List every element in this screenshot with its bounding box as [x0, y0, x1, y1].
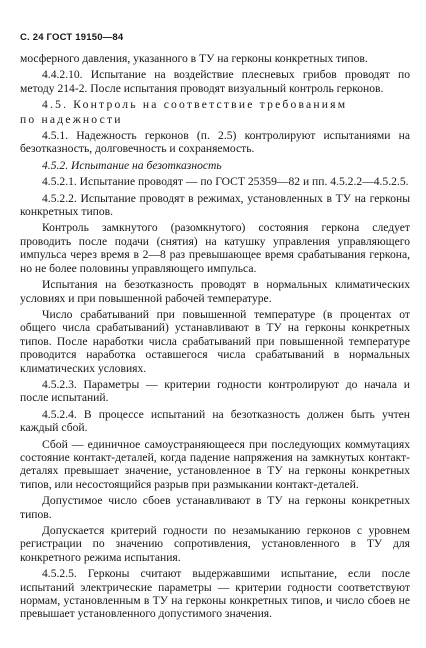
paragraph-4-5-1: 4.5.1. Надежность герконов (п. 2.5) контролируют испытаниями на безотказность, долговечность и сохраняемость.: [20, 129, 410, 156]
paragraph-control-state: Контроль замкнутого (разомкнутого) состояния геркона следует проводить после подачи (снятия) на катушку управления управляющего импульса через время в 2—8 раз превышающее время срабатывания геркона, но не более половины управляющего импульса.: [20, 221, 410, 275]
paragraph-allowed-failures: Допустимое число сбоев устанавливают в ТУ на герконы конкретных типов.: [20, 494, 410, 521]
paragraph-continuation: мосферного давления, указанного в ТУ на герконы конкретных типов.: [20, 52, 368, 65]
paragraph-failure-definition: Сбой — единичное самоустраняющееся при последующих коммутациях состояние контакт-деталей, когда падение напряжения на замкнутых контакт-деталях превышает значение, установленное в ТУ на герконы конкретных типов, или несостоящийся разрыв при размыкании контакт-деталей.: [20, 437, 410, 491]
section-heading-4-5-cont: по надежности: [20, 112, 123, 126]
paragraph-operation-count: Число срабатываний при повышенной температуре (в процентах от общего числа срабатываний) устанавливают в ТУ на герконы конкретных типов. После наработки числа срабатываний при повышенной температуре проводится наработка оставшегося числа срабатываний в нормальных климатических условиях.: [20, 307, 410, 375]
paragraph-4-5-2-4: 4.5.2.4. В процессе испытаний на безотказность должен быть учтен каждый сбой.: [20, 407, 410, 435]
paragraph-4-5-2-1: 4.5.2.1. Испытание проводят — по ГОСТ 25359—82 и пп. 4.5.2.2—4.5.2.5.: [42, 175, 409, 189]
paragraph-climate-conditions: Испытания на безотказность проводят в нормальных климатических условиях и при повышенной рабочей температуре.: [20, 278, 410, 305]
document-body: [20, 52, 410, 624]
paragraph-4-4-2-10: 4.4.2.10. Испытание на воздействие плесневых грибов проводят по методу 214-2. После испытания проводят визуальный контроль герконов.: [20, 68, 410, 95]
section-heading-4-5: 4.5. Контроль на соответствие требованиям: [42, 98, 348, 112]
paragraph-criterion: Допускается критерий годности по незамыканию герконов с уровнем регистрации по значению сопротивления, установленного в ТУ для конкретного режима испытания.: [20, 524, 410, 564]
page-header: С. 24 ГОСТ 19150—84: [20, 32, 124, 43]
paragraph-4-5-2-3: 4.5.2.3. Параметры — критерии годности контролируют до начала и после испытаний.: [20, 377, 410, 405]
subheading-4-5-2: 4.5.2. Испытание на безотказность: [42, 158, 222, 172]
paragraph-4-5-2-2: 4.5.2.2. Испытание проводят в режимах, установленных в ТУ на герконы конкретных типов.: [20, 191, 410, 219]
paragraph-4-5-2-5: 4.5.2.5. Герконы считают выдержавшими испытание, если после испытаний электрические параметры — критерии годности соответствуют нормам, установленным в ТУ на герконы конкретных типов, и число сбоев не превышает установленного допустимого значения.: [20, 567, 410, 621]
